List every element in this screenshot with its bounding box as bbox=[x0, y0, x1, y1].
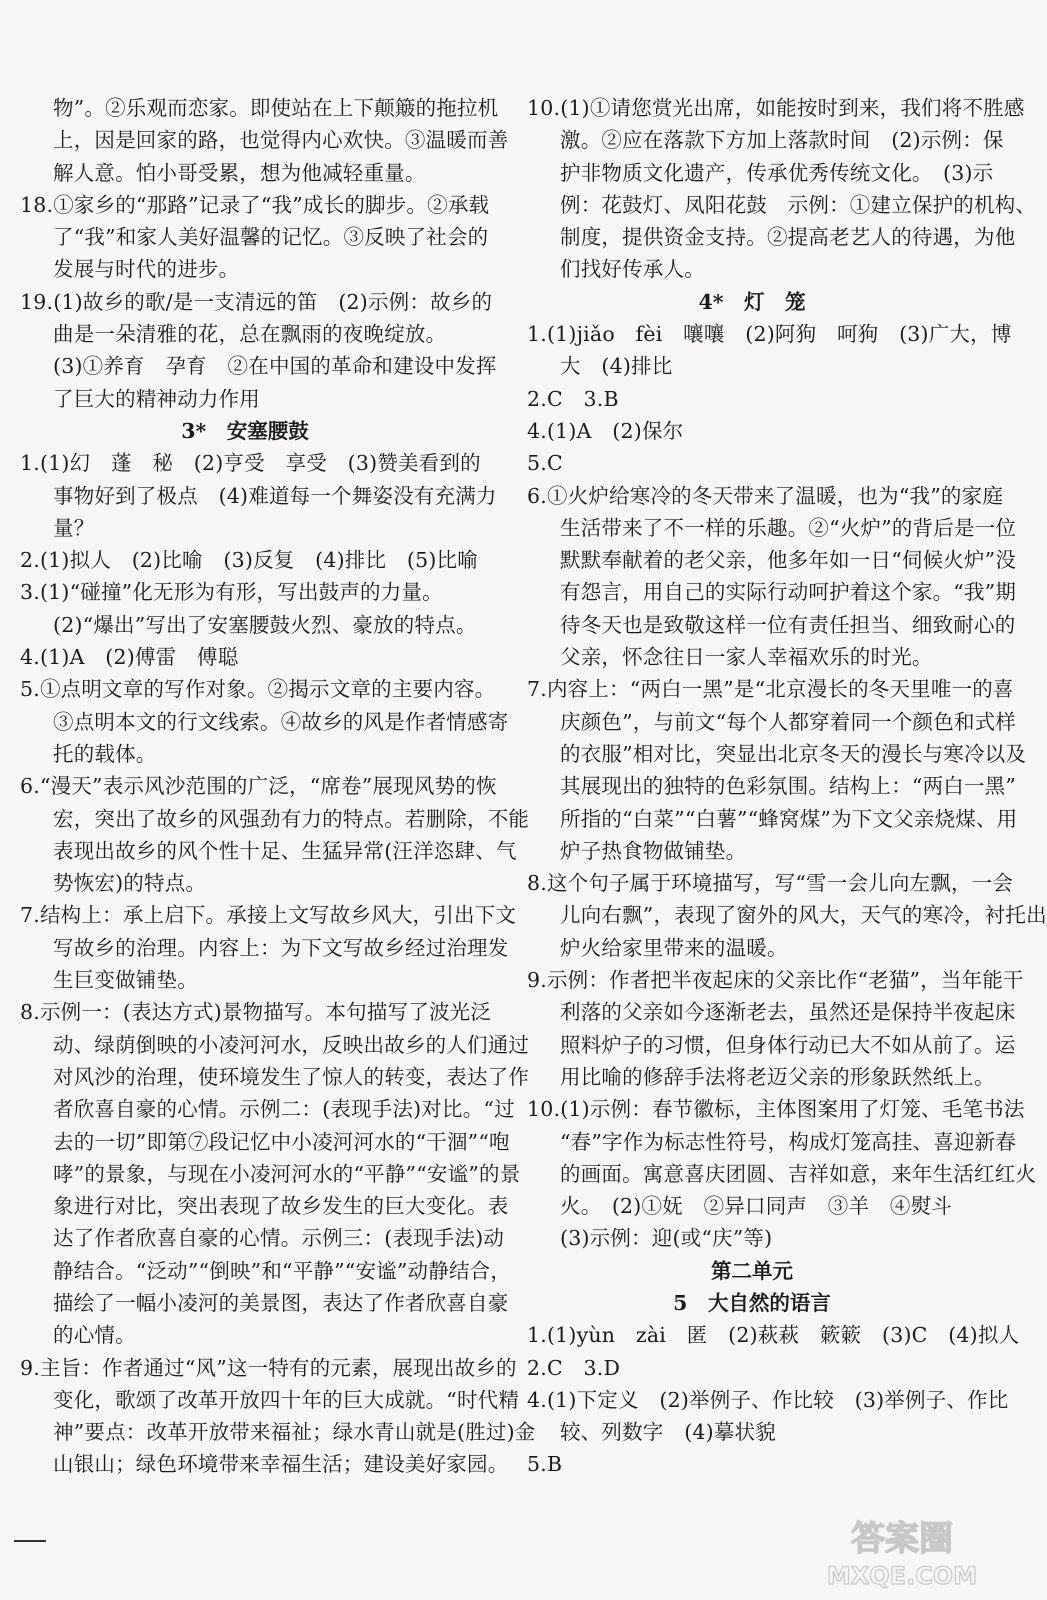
answer-continuation-line: 托的载体。 bbox=[53, 741, 157, 766]
answer-continuation-line: “春”字作为标志性符号，构成灯笼高挂、喜迎新春 bbox=[560, 1129, 1017, 1154]
answer-item-line: 2.(1)拟人 (2)比喻 (3)反复 (4)排比 (5)比喻 bbox=[20, 548, 478, 573]
watermark-line1: 答案圈 bbox=[851, 1519, 953, 1559]
watermark-logo bbox=[818, 1508, 986, 1592]
answer-item-line: 1.(1)幻 蓬 秘 (2)亨受 享受 (3)赞美看到的 bbox=[20, 451, 481, 476]
answer-continuation-line: 照料炉子的习惯，但身体行动已大不如从前了。运 bbox=[560, 1032, 1016, 1057]
answer-continuation-line: 的心情。 bbox=[53, 1323, 136, 1348]
answer-continuation-line: (3)示例：迎(或“庆”等) bbox=[560, 1226, 773, 1251]
answer-continuation-line: 护非物质文化遗产，传承优秀传统文化。 (3)示 bbox=[560, 160, 994, 185]
answer-item-line: 5.①点明文章的写作对象。②揭示文章的主要内容。 bbox=[20, 677, 496, 702]
answer-item-line: 6.①火炉给寒冷的冬天带来了温暖，也为“我”的家庭 bbox=[527, 483, 1004, 508]
answer-item-line: 6.“漫天”表示风沙范围的广泛，“席卷”展现风势的恢 bbox=[20, 774, 497, 799]
section-heading: 4* 灯 笼 bbox=[698, 289, 806, 314]
answer-continuation-line: 去的一切”即第⑦段记忆中小凌河河水的“干涸”“咆 bbox=[53, 1129, 510, 1154]
answer-continuation-line: 利落的父亲如今逐渐老去，虽然还是保持半夜起床 bbox=[560, 1000, 1016, 1025]
answer-continuation-line: 上，因是回家的路，也觉得内心欢快。③温暖而善 bbox=[53, 128, 509, 153]
answer-continuation-line: ③点明本文的行文线索。④故乡的风是作者情感寄 bbox=[53, 709, 509, 734]
answer-continuation-line: 例：花鼓灯、凤阳花鼓 示例：①建立保护的机构、 bbox=[560, 192, 1037, 217]
watermark-logo-graphic bbox=[818, 1508, 986, 1592]
answer-continuation-line: 火。 (2)①妩 ②异口同声 ③羊 ④熨斗 bbox=[560, 1194, 952, 1219]
answer-item-line: 5.B bbox=[527, 1452, 563, 1477]
answer-item-line: 4.(1)A (2)保尔 bbox=[527, 418, 684, 443]
answer-continuation-line: (2)“爆出”写出了安塞腰鼓火烈、豪放的特点。 bbox=[53, 612, 477, 637]
answer-continuation-line: 儿向右飘”，表现了窗外的风大，天气的寒冷，衬托出 bbox=[560, 903, 1047, 928]
answer-item-line: 9.示例：作者把半夜起床的父亲比作“老猫”，当年能干 bbox=[527, 968, 1024, 993]
answer-continuation-line: 变化，歌颂了改革开放四十年的巨大成就。“时代精 bbox=[53, 1387, 520, 1412]
answer-item-line: 1.(1)yùn zài 匿 (2)萩萩 簌簌 (3)C (4)拟人 bbox=[527, 1323, 1020, 1348]
answer-continuation-line: 待冬天也是致敬这样一位有责任担当、细致耐心的 bbox=[560, 612, 1016, 637]
section-heading: 5 大自然的语言 bbox=[673, 1290, 831, 1315]
answer-continuation-line: 较、列数字 (4)摹状貌 bbox=[560, 1420, 776, 1445]
answer-item-line: 7.结构上：承上启下。承接上文写故乡风大，引出下文 bbox=[20, 903, 517, 928]
answer-continuation-line: 所指的“白菜”“白薯”“蜂窝煤”为下文父亲烧煤、用 bbox=[560, 806, 1018, 831]
answer-continuation-line: 哮”的景象，与现在小凌河河水的“平静”“安谧”的景 bbox=[53, 1161, 521, 1186]
answer-continuation-line: 炉子热食物做铺垫。 bbox=[560, 838, 747, 863]
answer-continuation-line: 解人意。怕小哥受累，想为他减轻重量。 bbox=[53, 160, 426, 185]
answer-continuation-line: 生活带来了不一样的乐趣。②“火炉”的背后是一位 bbox=[560, 515, 1017, 540]
section-heading: 第二单元 bbox=[711, 1258, 793, 1283]
answer-continuation-line: 曲是一朵清雅的花，总在飘雨的夜晚绽放。 bbox=[53, 322, 447, 347]
answer-item-line: 5.C bbox=[527, 451, 563, 476]
answer-continuation-line: 势恢宏)的特点。 bbox=[53, 871, 207, 896]
answer-continuation-line: 其展现出的独特的色彩氛围。结构上：“两白一黑” bbox=[560, 774, 1017, 799]
answer-continuation-line: 对风沙的治理，使环境发生了惊人的转变，表达了作 bbox=[53, 1064, 530, 1089]
answer-continuation-line: 炉火给家里带来的温暖。 bbox=[560, 935, 788, 960]
answer-continuation-line: 了“我”和家人美好温馨的记忆。③反映了社会的 bbox=[53, 225, 489, 250]
right-column bbox=[527, 92, 1047, 1481]
answer-item-line: 4.(1)A (2)傅雷 傅聪 bbox=[20, 645, 239, 670]
answer-continuation-line: 物”。②乐观而恋家。即使站在上下颠簸的拖拉机 bbox=[53, 96, 499, 120]
answer-continuation-line: 宏，突出了故乡的风强劲有力的特点。若删除，不能 bbox=[53, 806, 530, 831]
answer-continuation-line: 写故乡的治理。内容上：为下文写故乡经过治理发 bbox=[53, 935, 509, 960]
answer-continuation-line: 事物好到了极点 (4)难道每一个舞姿没有充满力 bbox=[53, 483, 497, 508]
answer-item-line: 3.(1)“碰撞”化无形为有形，写出鼓声的力量。 bbox=[20, 580, 443, 605]
answer-continuation-line: 者欣喜自豪的心情。示例二：(表现手法)对比。“过 bbox=[53, 1097, 515, 1122]
answer-continuation-line: 发展与时代的进步。 bbox=[53, 257, 240, 282]
answer-item-line: 10.(1)示例：春节徽标，主体图案用了灯笼、毛笔书法 bbox=[527, 1097, 1025, 1122]
answer-item-line: 7.内容上：“两白一黑”是“北京漫长的冬天里唯一的喜 bbox=[527, 677, 1014, 702]
answer-continuation-line: 用比喻的修辞手法将老迈父亲的形象跃然纸上。 bbox=[560, 1064, 995, 1089]
answer-item-line: 2.C 3.B bbox=[527, 386, 619, 411]
answer-continuation-line: 达了作者欣喜自豪的心情。示例三：(表现手法)动 bbox=[53, 1226, 505, 1251]
answer-continuation-line: 制度，提供资金支持。②提高老艺人的待遇，为他 bbox=[560, 225, 1016, 250]
left-column bbox=[20, 92, 536, 1481]
answer-continuation-line: 庆颜色”，与前文“每个人都穿着同一个颜色和式样 bbox=[560, 709, 1017, 734]
answer-item-line: 8.示例一：(表达方式)景物描写。本句描写了波光泛 bbox=[20, 1000, 492, 1025]
answer-item-line: 2.C 3.D bbox=[527, 1355, 621, 1380]
watermark-line2: MXQE.COM bbox=[826, 1562, 978, 1590]
answer-continuation-line: 描绘了一幅小凌河的美景图，表达了作者欣喜自豪 bbox=[53, 1290, 509, 1315]
answer-item-line: 10.(1)①请您赏光出席，如能按时到来，我们将不胜感 bbox=[527, 96, 1025, 120]
answer-continuation-line: 表现出故乡的风个性十足、生猛异常(汪洋恣肆、气 bbox=[53, 838, 517, 863]
section-heading: 3* 安塞腰鼓 bbox=[181, 418, 309, 443]
answer-item-line: 19.(1)故乡的歌/是一支清远的笛 (2)示例：故乡的 bbox=[20, 289, 493, 314]
answer-continuation-line: 山银山；绿色环境带来幸福生活；建设美好家园。 bbox=[53, 1452, 509, 1477]
answer-item-line: 1.(1)jiǎo fèi 嚷嚷 (2)阿狗 呵狗 (3)广大，博 bbox=[527, 322, 1012, 347]
answer-continuation-line: 们找好传承人。 bbox=[560, 257, 705, 282]
answer-continuation-line: 有怨言，用自己的实际行动呵护着这个家。“我”期 bbox=[560, 580, 1017, 605]
answer-continuation-line: 动、绿荫倒映的小凌河河水，反映出故乡的人们通过 bbox=[53, 1032, 530, 1057]
answer-continuation-line: 象进行对比，突出表现了故乡发生的巨大变化。表 bbox=[53, 1194, 509, 1219]
answer-continuation-line: 生巨变做铺垫。 bbox=[53, 968, 198, 993]
answer-continuation-line: 神”要点：改革开放带来福祉；绿水青山就是(胜过)金 bbox=[53, 1420, 536, 1445]
answer-continuation-line: 的衣服”相对比，突显出北京冬天的漫长与寒冷以及 bbox=[560, 741, 1027, 766]
answer-continuation-line: 静结合。“泛动”“倒映”和“平静”“安谧”动静结合， bbox=[53, 1258, 512, 1283]
answer-item-line: 4.(1)下定义 (2)举例子、作比较 (3)举例子、作比 bbox=[527, 1387, 1009, 1412]
answer-continuation-line: 父亲，怀念往日一家人幸福欢乐的时光。 bbox=[560, 645, 933, 670]
answer-continuation-line: 了巨大的精神动力作用 bbox=[53, 386, 260, 411]
answer-continuation-line: 默默奉献着的老父亲，他多年如一日“伺候火炉”没 bbox=[560, 548, 1017, 573]
answer-continuation-line: 的画面。寓意喜庆团圆、吉祥如意，来年生活红红火 bbox=[560, 1161, 1037, 1186]
answer-continuation-line: (3)①养育 孕育 ②在中国的革命和建设中发挥 bbox=[53, 354, 497, 379]
footer-rule bbox=[14, 1540, 46, 1542]
answer-continuation-line: 大 (4)排比 bbox=[560, 354, 673, 379]
answer-item-line: 18.①家乡的“那路”记录了“我”成长的脚步。②承载 bbox=[20, 192, 490, 217]
answer-item-line: 8.这个句子属于环境描写，写“雪一会儿向左飘，一会 bbox=[527, 871, 1014, 896]
answer-continuation-line: 激。②应在落款下方加上落款时间 (2)示例：保 bbox=[560, 128, 1004, 153]
answer-continuation-line: 量？ bbox=[53, 515, 95, 540]
answer-item-line: 9.主旨：作者通过“风”这一特有的元素，展现出故乡的 bbox=[20, 1355, 517, 1380]
